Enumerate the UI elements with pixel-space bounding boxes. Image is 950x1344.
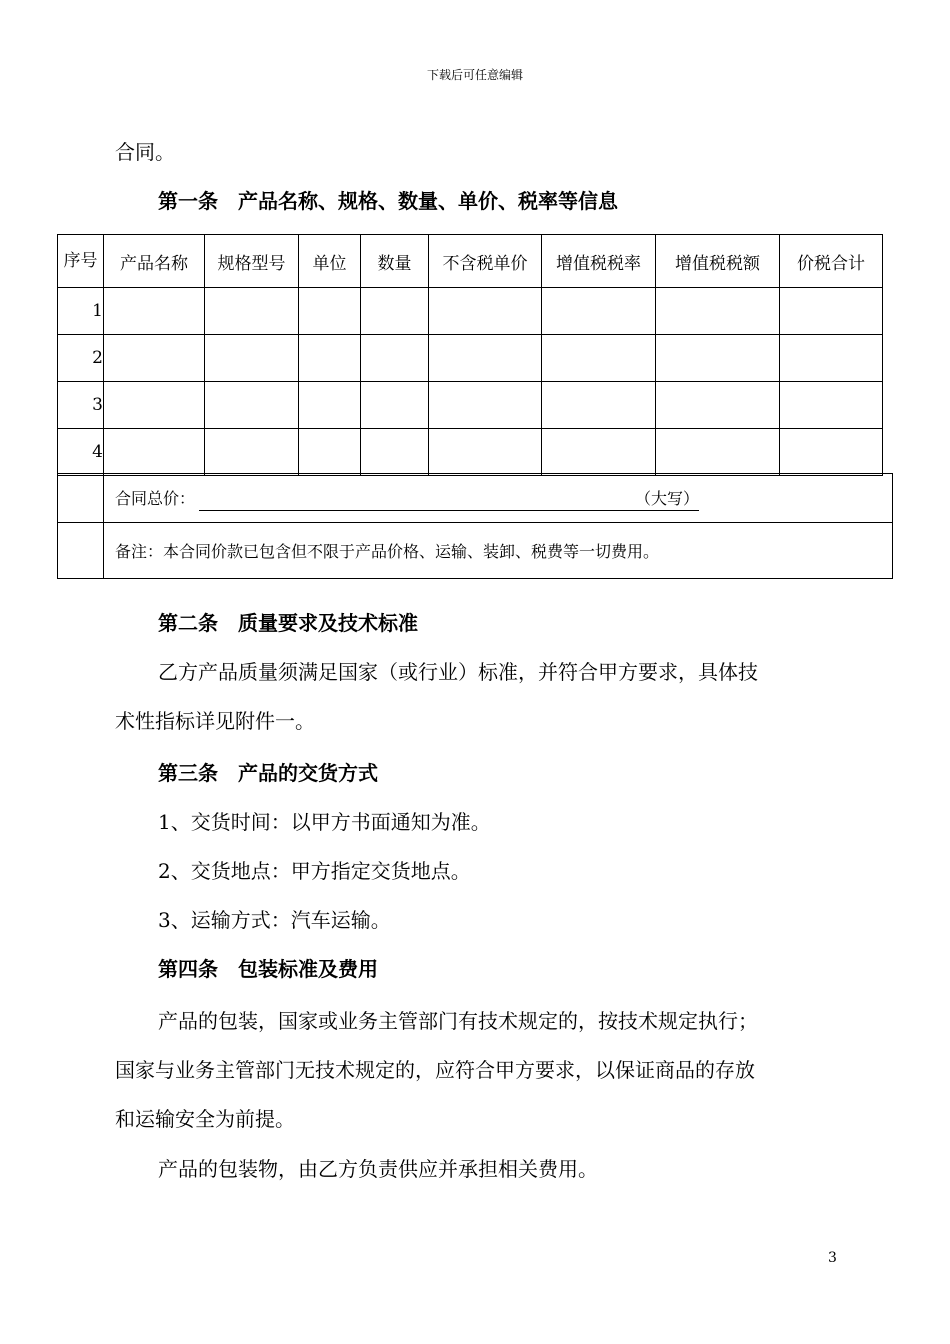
header-note: 下载后可任意编辑 bbox=[426, 68, 523, 82]
total-amount-line bbox=[199, 488, 699, 511]
table-cell bbox=[299, 288, 361, 335]
article4-para1-line2: 国家与业务主管部门无技术规定的，应符合甲方要求，以保证商品的存放 bbox=[115, 1058, 755, 1082]
table-cell bbox=[205, 335, 299, 382]
article4-para1-line3: 和运输安全为前提。 bbox=[115, 1107, 295, 1131]
table-cell bbox=[656, 288, 780, 335]
article3-heading: 第三条 产品的交货方式 bbox=[158, 761, 378, 785]
table-cell bbox=[780, 382, 883, 429]
total-label: 合同总价： bbox=[115, 488, 196, 508]
total-row bbox=[58, 474, 893, 523]
table-cell bbox=[361, 382, 429, 429]
table-cell bbox=[361, 429, 429, 476]
product-table bbox=[57, 234, 883, 476]
row-number: 1 bbox=[58, 288, 104, 335]
table-cell bbox=[429, 382, 542, 429]
article1-heading: 第一条 产品名称、规格、数量、单价、税率等信息 bbox=[158, 189, 618, 213]
total-cell bbox=[104, 474, 893, 523]
article4-para2: 产品的包装物，由乙方负责供应并承担相关费用。 bbox=[158, 1157, 598, 1181]
table-row bbox=[58, 429, 883, 476]
total-remark-table bbox=[57, 473, 893, 579]
article2-line2: 术性指标详见附件一。 bbox=[115, 709, 315, 733]
article3-item1: 1、交货时间：以甲方书面通知为准。 bbox=[158, 810, 491, 834]
page-number: 3 bbox=[828, 1250, 837, 1266]
table-cell bbox=[104, 288, 205, 335]
table-row bbox=[58, 335, 883, 382]
table-row bbox=[58, 382, 883, 429]
table-cell bbox=[104, 382, 205, 429]
column-header-vat-rate: 增值税税率 bbox=[542, 235, 656, 288]
row-number: 2 bbox=[58, 335, 104, 382]
article4-heading: 第四条 包装标准及费用 bbox=[158, 957, 378, 981]
article3-item3: 3、运输方式：汽车运输。 bbox=[158, 908, 391, 932]
table-cell bbox=[361, 288, 429, 335]
table-cell bbox=[205, 382, 299, 429]
table-cell bbox=[542, 288, 656, 335]
table-cell bbox=[361, 335, 429, 382]
table-cell bbox=[429, 288, 542, 335]
table-cell bbox=[542, 429, 656, 476]
remark-row bbox=[58, 523, 893, 579]
article2-heading: 第二条 质量要求及技术标准 bbox=[158, 611, 418, 635]
table-cell bbox=[299, 335, 361, 382]
total-suffix: （大写） bbox=[635, 488, 700, 508]
column-header-unit: 单位 bbox=[299, 235, 361, 288]
table-cell bbox=[104, 429, 205, 476]
table-cell bbox=[104, 335, 205, 382]
column-header-product-name: 产品名称 bbox=[104, 235, 205, 288]
table-cell bbox=[656, 429, 780, 476]
table-cell bbox=[58, 474, 104, 523]
table-cell bbox=[58, 523, 104, 579]
table-cell bbox=[205, 288, 299, 335]
column-header-total: 价税合计 bbox=[780, 235, 883, 288]
article4-para1-line1: 产品的包装，国家或业务主管部门有技术规定的，按技术规定执行； bbox=[158, 1009, 758, 1033]
table-cell bbox=[780, 335, 883, 382]
column-header-seq: 序号 bbox=[58, 235, 104, 288]
intro-tail: 合同。 bbox=[115, 140, 175, 164]
row-number: 4 bbox=[58, 429, 104, 476]
table-row bbox=[58, 288, 883, 335]
row-number: 3 bbox=[58, 382, 104, 429]
table-cell bbox=[299, 382, 361, 429]
table-cell bbox=[656, 382, 780, 429]
table-cell bbox=[429, 335, 542, 382]
column-header-quantity: 数量 bbox=[361, 235, 429, 288]
article2-line1: 乙方产品质量须满足国家（或行业）标准，并符合甲方要求，具体技 bbox=[158, 660, 758, 684]
column-header-unit-price: 不含税单价 bbox=[429, 235, 542, 288]
table-cell bbox=[542, 382, 656, 429]
table-cell bbox=[656, 335, 780, 382]
remark-cell: 备注：本合同价款已包含但不限于产品价格、运输、装卸、税费等一切费用。 bbox=[104, 523, 893, 579]
table-cell bbox=[429, 429, 542, 476]
table-cell bbox=[542, 335, 656, 382]
table-cell bbox=[299, 429, 361, 476]
column-header-vat-amount: 增值税税额 bbox=[656, 235, 780, 288]
column-header-spec: 规格型号 bbox=[205, 235, 299, 288]
article3-item2: 2、交货地点：甲方指定交货地点。 bbox=[158, 859, 471, 883]
table-cell bbox=[780, 288, 883, 335]
table-header-row bbox=[58, 235, 883, 288]
table-cell bbox=[205, 429, 299, 476]
table-cell bbox=[780, 429, 883, 476]
